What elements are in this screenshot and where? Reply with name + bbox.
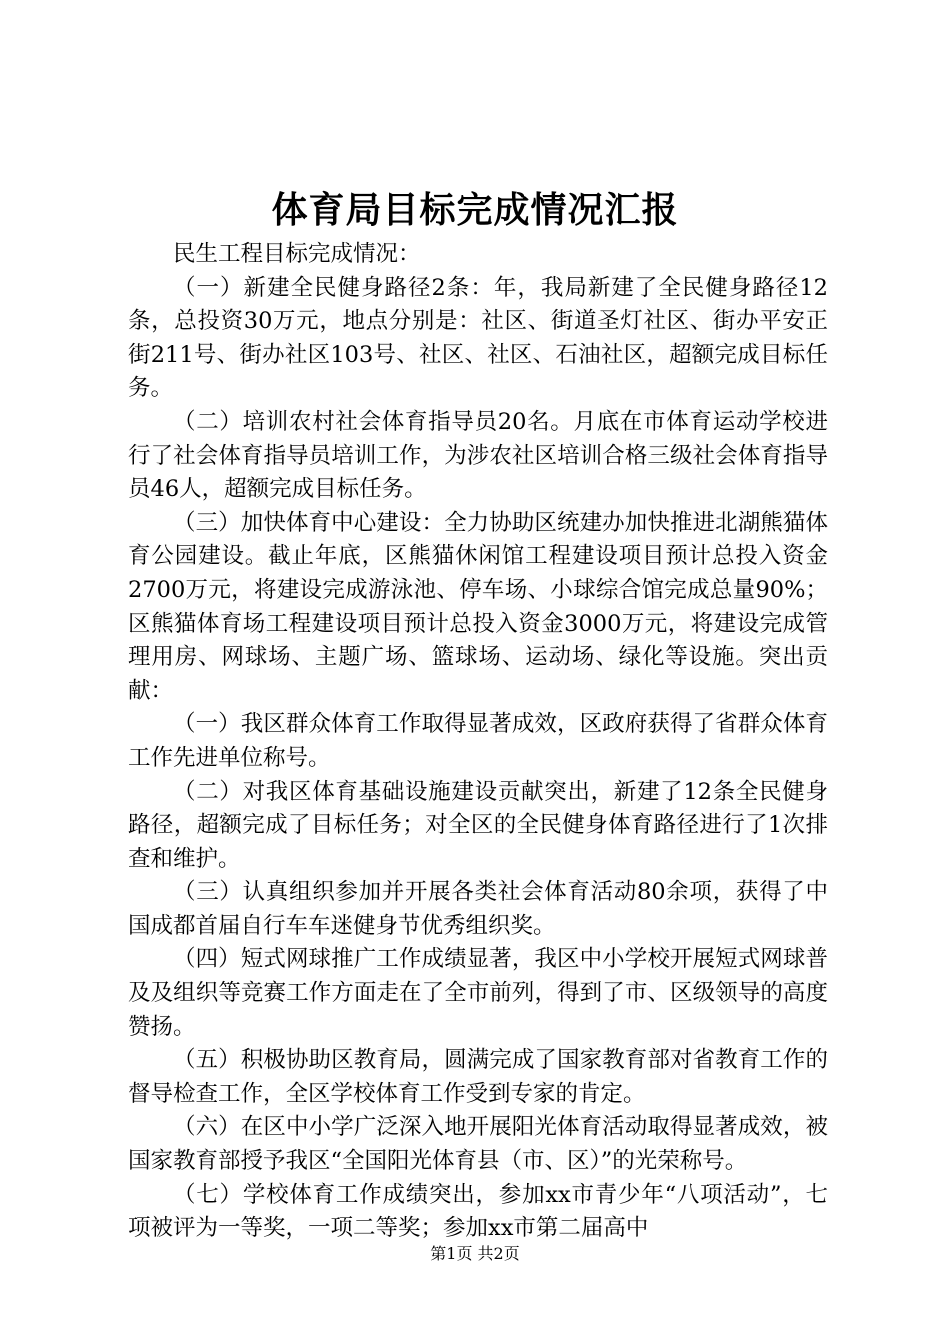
paragraph-contribution-7: （七）学校体育工作成绩突出，参加xx市青少年“八项活动”，七项被评为一等奖，一项二等奖；参加xx市第二届高中	[128, 1181, 828, 1242]
paragraph-intro: 民生工程目标完成情况：	[173, 241, 421, 267]
paragraph-instructor-training: （二）培训农村社会体育指导员20名。月底在市体育运动学校进行了社会体育指导员培训工作，为涉农社区培训合格三级社会体育指导员46人，超额完成目标任务。	[128, 408, 828, 503]
paragraph-sports-center: （三）加快体育中心建设：全力协助区统建办加快推进北湖熊猫体育公园建设。截止年底，区熊猫休闲馆工程建设项目预计总投入资金2700万元，将建设完成游泳池、停车场、小球综合馆完成总量90%；区熊猫体育场工程建设项目预计总投入资金3000万元，将建设完成管理用房、网球场、主题广场、篮球场、运动场、绿化等设施。突出贡献：	[128, 509, 828, 704]
document-body	[128, 238, 828, 1246]
paragraph-contribution-2: （二）对我区体育基础设施建设贡献突出，新建了12条全民健身路径，超额完成了目标任务；对全区的全民健身体育路径进行了1次排查和维护。	[128, 778, 828, 872]
document-title: 体育局目标完成情况汇报	[271, 189, 679, 231]
paragraph-contribution-3: （三）认真组织参加并开展各类社会体育活动80余项，获得了中国成都首届自行车车迷健身节优秀组织奖。	[128, 879, 828, 939]
paragraph-contribution-1: （一）我区群众体育工作取得显著成效，区政府获得了省群众体育工作先进单位称号。	[128, 711, 828, 771]
paragraph-contribution-6: （六）在区中小学广泛深入地开展阳光体育活动取得显著成效，被国家教育部授予我区“全国阳光体育县（市、区）”的光荣称号。	[128, 1114, 828, 1175]
page-number-footer: 第1页 共2页	[430, 1244, 520, 1263]
paragraph-contribution-5: （五）积极协助区教育局，圆满完成了国家教育部对省教育工作的督导检查工作，全区学校体育工作受到专家的肯定。	[128, 1047, 828, 1107]
paragraph-fitness-paths: （一）新建全民健身路径2条：年，我局新建了全民健身路径12条，总投资30万元，地点分别是：社区、街道圣灯社区、街办平安正街211号、街办社区103号、社区、社区、石油社区，超额完成目标任务。	[128, 274, 828, 402]
paragraph-contribution-4: （四）短式网球推广工作成绩显著，我区中小学校开展短式网球普及及组织等竞赛工作方面走在了全市前列，得到了市、区级领导的高度赞扬。	[128, 946, 828, 1040]
